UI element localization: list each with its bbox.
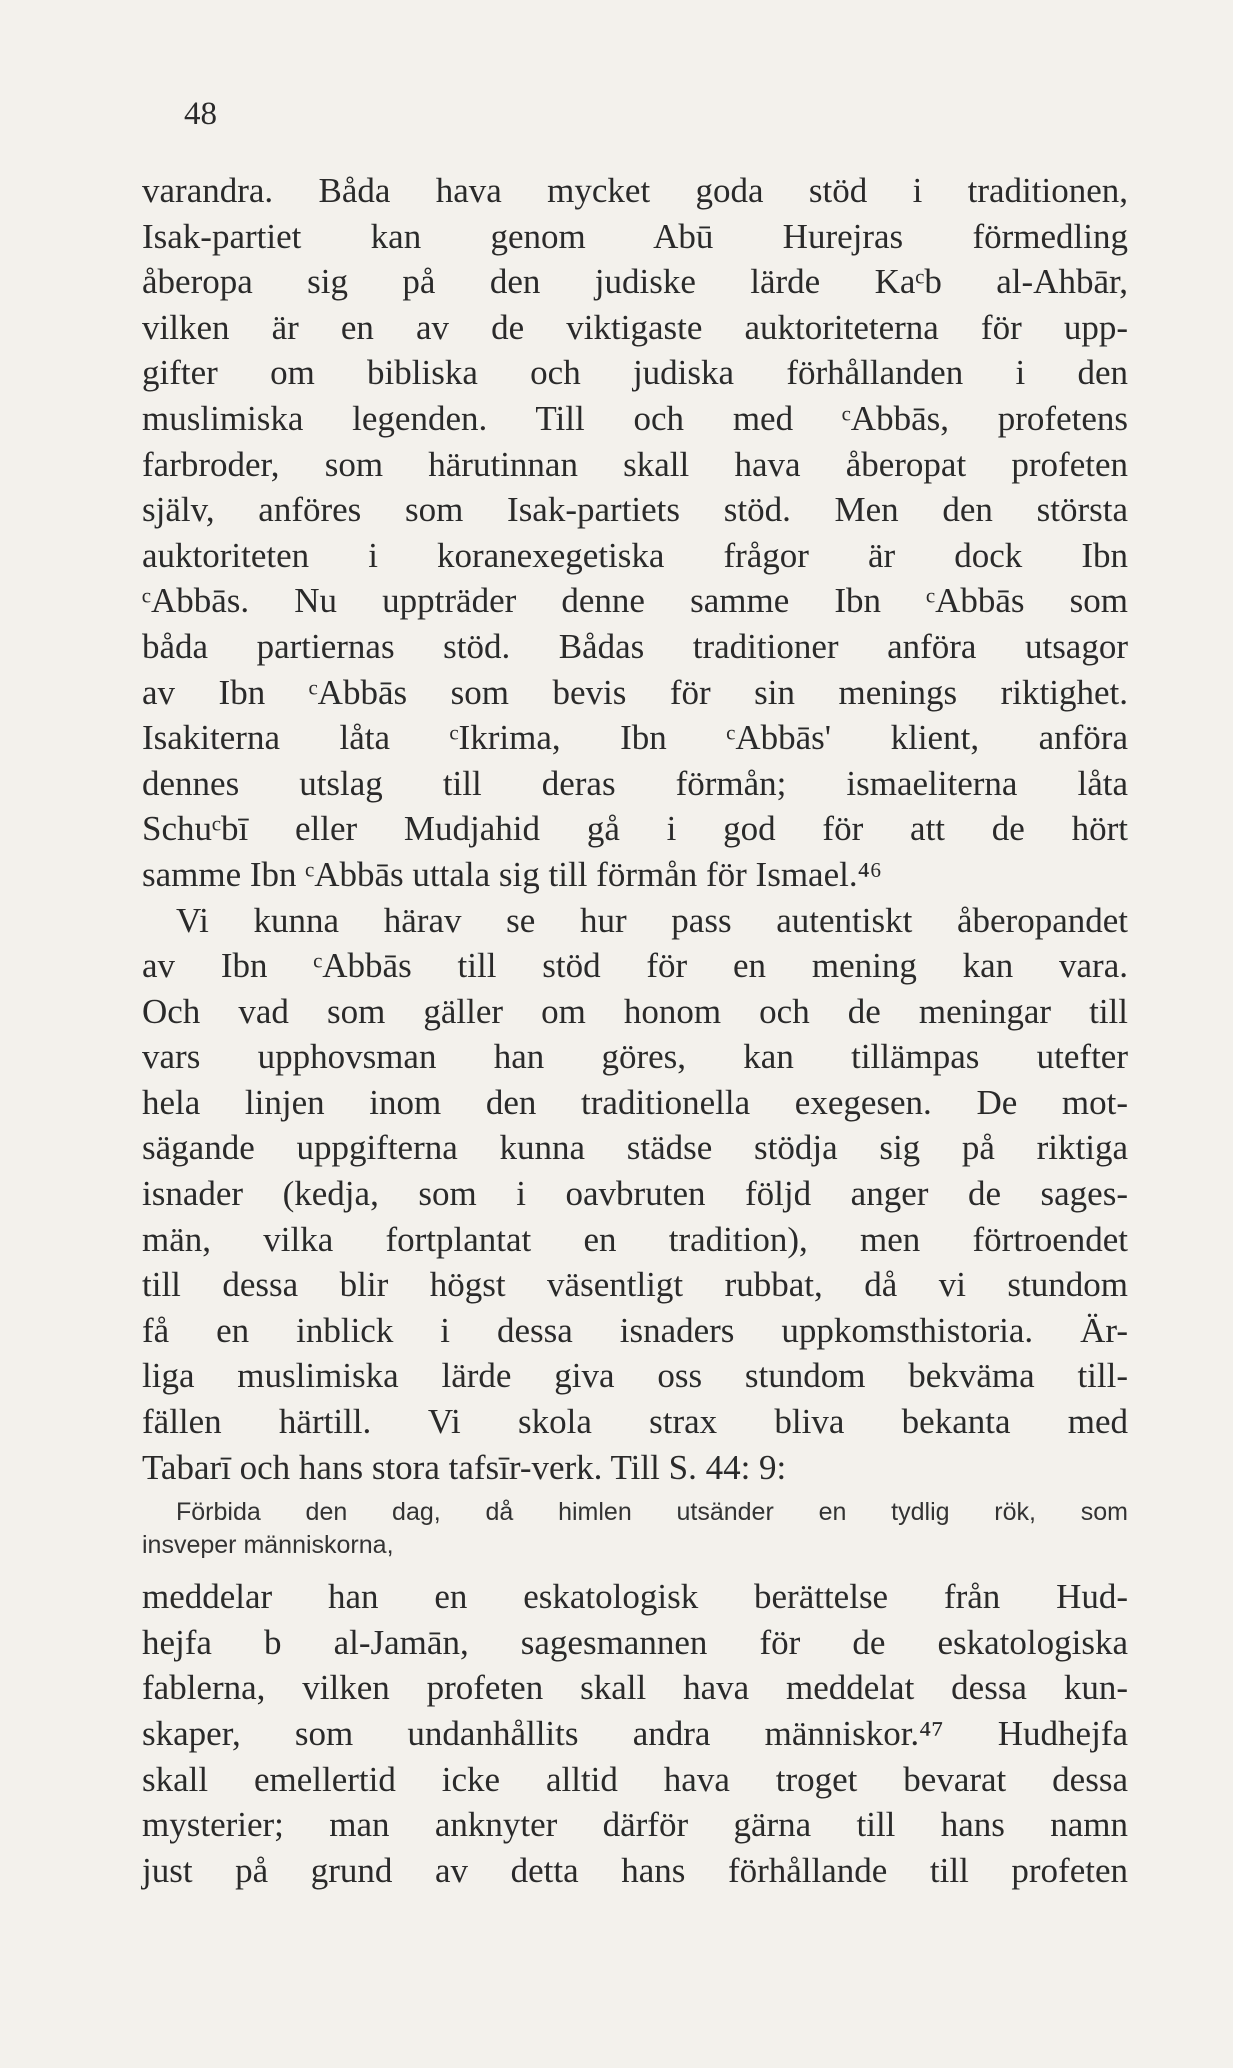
text-line: mysterier; man anknyter därför gärna till hans namn <box>142 1805 1128 1845</box>
text-line: gifter om bibliska och judiska förhållanden i den <box>142 353 1128 393</box>
text-line: av Ibn ᶜAbbās till stöd för en mening kan vara. <box>142 946 1128 986</box>
text-line: hejfa b al-Jamān, sagesmannen för de eskatologiska <box>142 1622 1128 1662</box>
text-line: själv, anföres som Isak-partiets stöd. Men den största <box>142 490 1128 530</box>
text-line: auktoriteten i koranexegetiska frågor är dock Ibn <box>142 535 1128 575</box>
text-line: vars upphovsman han göres, kan tillämpas utefter <box>142 1037 1128 1077</box>
text-line: just på grund av detta hans förhållande till profeten <box>142 1850 1128 1890</box>
text-line: sägande uppgifterna kunna städse stödja sig på riktiga <box>142 1128 1128 1168</box>
text-line: ᶜAbbās. Nu uppträder denne samme Ibn ᶜAbbās som <box>142 581 1128 621</box>
text-line: isnader (kedja, som i oavbruten följd anger de sages- <box>142 1174 1128 1214</box>
text-line: vilken är en av de viktigaste auktoriteterna för upp- <box>142 307 1128 347</box>
text-line: dennes utslag till deras förmån; ismaeliterna låta <box>142 763 1128 803</box>
text-line: fällen härtill. Vi skola strax bliva bekanta med <box>142 1402 1128 1442</box>
text-line: liga muslimiska lärde giva oss stundom bekväma till- <box>142 1356 1128 1396</box>
text-line: båda partiernas stöd. Bådas traditioner anföra utsagor <box>142 626 1128 666</box>
text-line: Vi kunna härav se hur pass autentiskt åberopandet <box>176 900 1128 940</box>
text-line: till dessa blir högst väsentligt rubbat, då vi stundom <box>142 1265 1128 1305</box>
page-number: 48 <box>184 96 217 132</box>
text-line: varandra. Båda hava mycket goda stöd i traditionen, <box>142 171 1128 210</box>
text-line: Isak-partiet kan genom Abū Hurejras förmedling <box>142 216 1128 256</box>
text-line: Och vad som gäller om honom och de meningar till <box>142 991 1128 1031</box>
text-line: farbroder, som härutinnan skall hava åberopat profeten <box>142 444 1128 484</box>
text-line: Isakiterna låta ᶜIkrima, Ibn ᶜAbbās' klient, anföra <box>142 718 1128 758</box>
quoted-verse-line: Förbida den dag, då himlen utsänder en tydlig rök, som <box>176 1498 1128 1527</box>
text-line: Schuᶜbī eller Mudjahid gå i god för att de hört <box>142 809 1128 849</box>
body-text <box>142 168 1128 1893</box>
text-line: av Ibn ᶜAbbās som bevis för sin menings riktighet. <box>142 672 1128 712</box>
text-line: fablerna, vilken profeten skall hava meddelat dessa kun- <box>142 1668 1128 1708</box>
text-line: meddelar han en eskatologisk berättelse från Hud- <box>142 1577 1128 1617</box>
text-line: åberopa sig på den judiske lärde Kaᶜb al-Ahbār, <box>142 262 1128 302</box>
text-line: muslimiska legenden. Till och med ᶜAbbās, profetens <box>142 398 1128 438</box>
quoted-verse-line: insveper människorna, <box>142 1531 394 1560</box>
text-line: skall emellertid icke alltid hava troget bevarat dessa <box>142 1759 1128 1799</box>
text-line: samme Ibn ᶜAbbās uttala sig till förmån för Ismael.⁴⁶ <box>142 854 882 894</box>
text-line: män, vilka fortplantat en tradition), men förtroendet <box>142 1219 1128 1259</box>
text-line: hela linjen inom den traditionella exegesen. De mot- <box>142 1082 1128 1122</box>
text-line: Tabarī och hans stora tafsīr-verk. Till S. 44: 9: <box>142 1447 787 1487</box>
text-line: skaper, som undanhållits andra människor.⁴⁷ Hudhejfa <box>142 1714 1128 1753</box>
text-line: få en inblick i dessa isnaders uppkomsthistoria. Är- <box>142 1310 1128 1350</box>
